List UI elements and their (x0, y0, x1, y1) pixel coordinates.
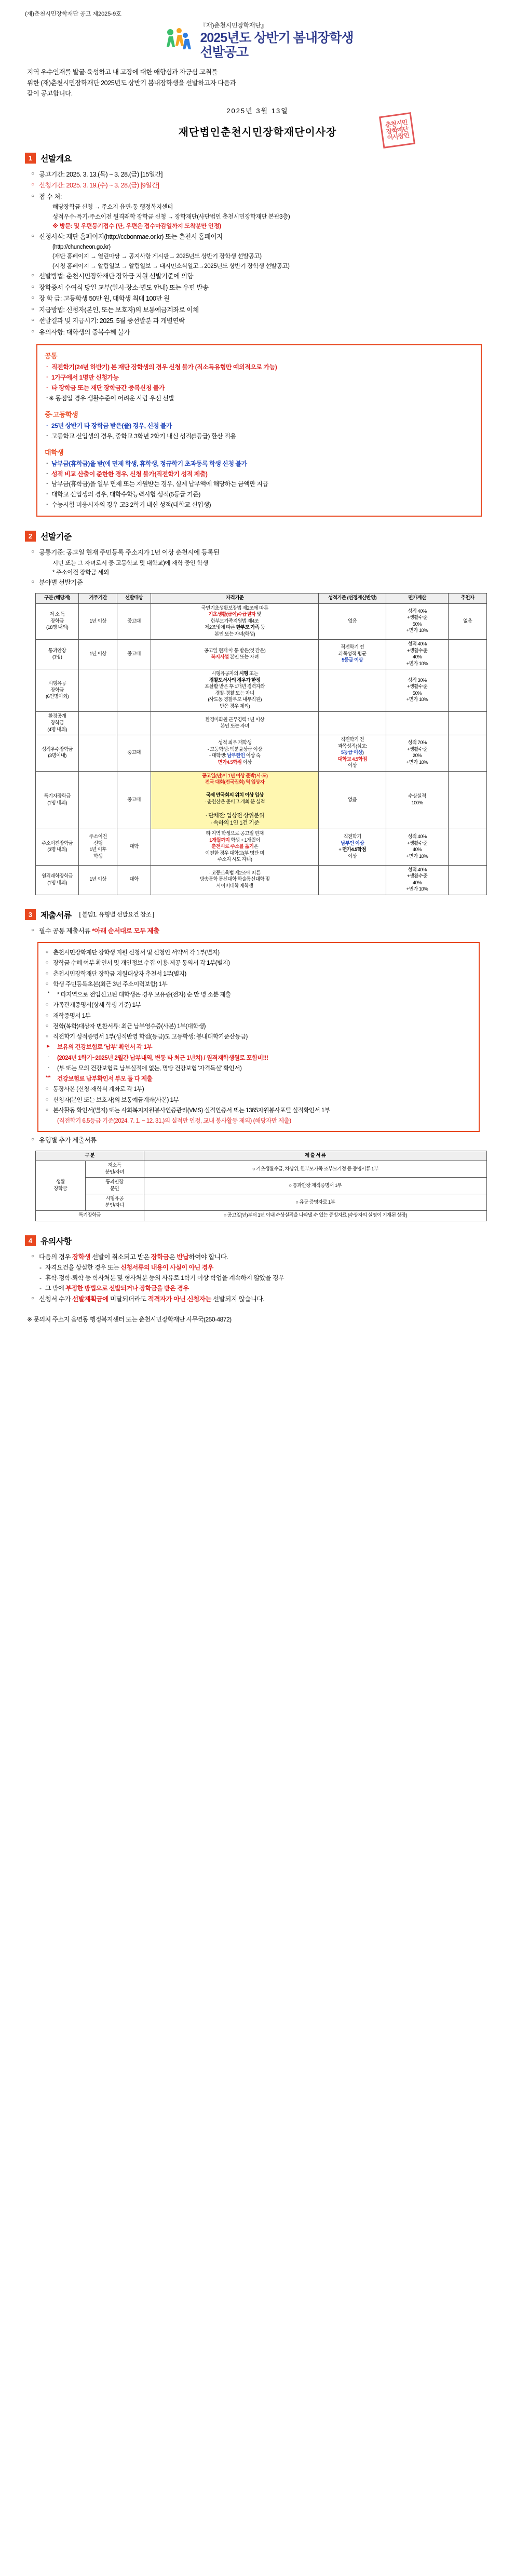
cell-category: 특기자장학금 (1명 내외) (36, 771, 79, 829)
section-1-title: 선발개요 (40, 154, 72, 164)
table-row (36, 829, 487, 865)
cell-documents: ○ 통과안장 재직증명서 1부 (144, 1178, 486, 1194)
result-announce: ○ 선발결과 및 지급시기: 2025. 5월 중선발분 과 개별연락 (31, 316, 491, 327)
table-row (36, 640, 487, 669)
cell-target: 중고대 (117, 735, 151, 772)
issuing-organization (24, 118, 491, 142)
cell-recommender (449, 771, 487, 829)
cell-documents: ○ 유공 증명자료 1부 (144, 1194, 486, 1211)
cell-evaluation: 성적 40% +생활수준 40% +면가 10% (386, 640, 448, 669)
intro-paragraph (27, 67, 488, 99)
cell-residency: 주소이전 선행 1년 이후 학생 (79, 829, 117, 865)
header-subtitle: 『재)춘천시민장학재단』 (200, 22, 267, 29)
table-row (36, 603, 487, 640)
cell-recommender (449, 669, 487, 712)
doc-item: ○ 직전학기 성적증명서 1부(성적반영 학점(등급)도 고등학생: 봉내대학기준산등급) (46, 1032, 471, 1042)
section-2-number: 2 (25, 531, 36, 542)
intro-line-2: 위한 (재)춘천시민장학재단 2025년도 상반기 봄내장학생을 선발하고자 다음과 (27, 79, 236, 87)
doc-item: ○ 통장사본 (신청·재학식 계좌로 각 1부) (46, 1084, 471, 1095)
foundation-homepage-path: (재단 홈페이지 → 열린마당 → 공지사항 게시판→ 2025년도 상반기 장학생 선발공고) (52, 253, 262, 260)
contact-footer: ※ 문의처 주소지 읍면동 행정복지센터 또는 춘천시민장학재단 사무국(250-4872) (27, 1315, 232, 1323)
cell-target: 대학 (117, 829, 151, 865)
precaution-sub-item: - 그 밖에 부정한 방법으로 선발되거나 장학금을 받은 경우 (38, 1284, 491, 1294)
receipt-place-label: 접 수 처: (39, 193, 62, 200)
common-restriction-title: 공통 (45, 352, 58, 360)
certificate-delivery: ○ 장학증서 수여식 당일 교부(일시·장소·별도 안내) 또는 우편 발송 (31, 282, 491, 294)
section-1-list (24, 169, 491, 338)
additional-documents-table (35, 1151, 487, 1221)
section-3-note: [ 붙임1. 유형별 선발요건 참조 ] (79, 912, 154, 919)
document-header (24, 21, 491, 60)
required-docs-label (31, 926, 491, 937)
criteria-table-body (36, 603, 487, 895)
common-restriction-list (45, 362, 473, 404)
required-documents-list (46, 948, 471, 1126)
cell-grade: 직전학기 남부인 이상 + 면가4.5학점 이상 (319, 829, 386, 865)
doc-note: *** 건강보험료 납부확인서 부모 둘 다 제출 (46, 1074, 471, 1084)
field-criteria-label: ○ 분야별 선발기준 (31, 577, 491, 589)
selection-criteria-table (35, 593, 487, 895)
cell-category: 통과안장 (1명) (36, 640, 79, 669)
common-restriction-item: · 타 장학금 또는 재단 장학금간 중복신청 불가 (45, 383, 473, 394)
cell-category: 성적우수장학금 (3명이내) (36, 735, 79, 772)
table-header-row (36, 1151, 487, 1161)
cell-residency (79, 735, 117, 772)
section-3-number: 3 (25, 909, 36, 920)
doc-item: ○ 신청자(본인 또는 보호자)의 보통예금계좌(사본) 1부 (46, 1095, 471, 1105)
cell-recommender (449, 735, 487, 772)
cell-grade: 직전학기 전 과목성적(심고: 5등급 이상) 대학교 4.5학점 이상 (319, 735, 386, 772)
cell-evaluation: 성적 30% +생활수준 50% +면가 10% (386, 669, 448, 712)
type-docs-label: ○ 유형별 추가 제출서류 (31, 1135, 491, 1147)
th-target: 선발대상 (117, 593, 151, 603)
cell-residency (79, 669, 117, 712)
cell-evaluation: 수상실적 100% (386, 771, 448, 829)
middle-high-list (45, 421, 473, 442)
cell-qualification: 환경미화원 근무경력 1년 이상 본인 또는 자녀 (151, 712, 319, 735)
th-category: 구분 (해당계) (36, 593, 79, 603)
table-row (36, 865, 487, 895)
receipt-place-line2: 성적우수·특기·주소이전 원격래학 장학금 신청 → 장학재단(사단법인 춘천시민장학재단 본관3층) (52, 213, 290, 220)
th-documents: 제 출 서 류 (144, 1151, 486, 1161)
doc-item: ○ 춘천시민장학재단 장학생 지원 신청서 및 신청인 서약서 각 1부(별지) (46, 948, 471, 958)
cell-subgroup: 저소득 분인/자녀 (85, 1161, 144, 1178)
cell-qualification: 공고일 현재 아 통 받은(것 같은) 복지시설 본인 또는 자녀 (151, 640, 319, 669)
issue-date: 2025년 3월 13일 (226, 106, 289, 115)
cell-qualification: 국민기초생활보장법 제2조에 따른 기초생활(급여)수급권자 및 한부모가족지원법 제4조 제2조및에 따른 한부모 가족 등 본인 또는 자녀(학생) (151, 603, 319, 640)
doc-item: ○ 학생 주민등록초본(최근 3년 주소이력보함) 1부 (46, 979, 471, 990)
precaution-item: ○ 유의사항: 대학생의 중복수혜 불가 (31, 327, 491, 339)
cell-category: 주소이전장학금 (3명 내외) (36, 829, 79, 865)
cell-group: 생활 장학금 (36, 1161, 86, 1211)
section-4-list (24, 1252, 491, 1263)
doc-note: - (부 또는 모의 건강보험료 납부실적에 없는, 명당 건강보험 '자격득실' 확인서) (46, 1063, 471, 1074)
th-type: 구 분 (36, 1151, 144, 1161)
cell-qualification: 공고일(년)이 1년 이상 준박(시·도) 전국 대회(전국권회) 역 입상자 국제 만국회의 위치 이상 입상 - 춘천산은 준비고 개최 분 실적 · 단체전: 입상전 상위분위 · 속하의 1인 1건 기준 (151, 771, 319, 829)
section-3-type-list (24, 1135, 491, 1147)
cell-qualification: · 고등교육법 제2조에 따른 방송통학 통신대학 학술통신대학 및 사이버대학 재학생 (151, 865, 319, 895)
doc-item: ○ 전학(복학)대상자 변환서류: 최근 납부영수증(사본) 1부(대학생) (46, 1021, 471, 1032)
cell-target: 중고대 (117, 771, 151, 829)
selection-method: ○ 선발방법: 춘천시민장학재단 장학금 지원 선발기준에 의함 (31, 271, 491, 282)
cell-target: 중고대 (117, 640, 151, 669)
common-restriction-item: · 직전학기(24년 하반기) 본 재단 장학생의 경우 신청 불가 (직소득유형만 예외적으로 가능) (45, 362, 473, 373)
university-item: · 남부금(휴학금)을 일부 면제 또는 지원받는 경우, 실제 납부액에 해당하는 금액만 지급 (45, 479, 473, 490)
cell-grade: 없음 (319, 771, 386, 829)
cell-category: 시형유공 장학금 (6인명이외) (36, 669, 79, 712)
table-row (36, 1194, 487, 1211)
common-criteria-line2: 시민 또는 그 자녀로서 중·고등학교 및 대학교)에 재학 중인 학생 (52, 560, 208, 567)
cell-evaluation: 성적 40% +생활수준 40% +면가 10% (386, 829, 448, 865)
cell-grade (319, 712, 386, 735)
city-homepage-path: (시청 홈페이지 → 알림일보 → 알림일보 → 대시민소식일고→2025년도 상반기 장학생 선발공고) (52, 263, 290, 269)
common-criteria (31, 547, 491, 577)
table-row (36, 1211, 487, 1221)
section-1-heading (25, 152, 491, 164)
university-list (45, 459, 473, 511)
required-docs-emphasis: *아래 순서대로 모두 제출 (92, 927, 159, 935)
university-item: · 대학교 신입생의 경우, 대학수학능력시험 성적(5등급 기준) (45, 490, 473, 500)
cell-evaluation: 성적 40% +생활수준 40% +면가 10% (386, 865, 448, 895)
precaution-sub-item: - 자격요건을 상실한 경우 또는 신청서류의 내용이 사실이 아닌 경우 (38, 1263, 491, 1273)
cell-qualification: 시형유공자의 시형 또는 경찰도서사의 경우가 한정 포살활 받은 후 1개년 경력자와 경찰·경찰 또는 자녀 (사도동 경찰부모 내부직원) 반은 경우 제외) (151, 669, 319, 712)
cell-grade (319, 669, 386, 712)
additional-table-body (36, 1161, 487, 1221)
doc-item: ○ 장학금 수혜 여부 확인서 및 개인정보 수집·이용·제공 동의서 각 1부(별지) (46, 958, 471, 968)
cell-group: 특기장학금 (36, 1211, 144, 1221)
doc-note-highlight: ▶ 보유의 건강보험료 '납부' 확인서 각 1부 (46, 1042, 471, 1053)
cell-qualification: 성적 최우 재학생 - 고등학생: 백분율상급 이상 - 대학생: 남부한인 이상 숙 면가4.5학점 이상 (151, 735, 319, 772)
receipt-place (31, 192, 491, 232)
cell-residency: 1년 이상 (79, 865, 117, 895)
cell-evaluation (386, 712, 448, 735)
middle-high-item: · 고등학교 신입생의 경우, 중학교 3학년 2학기 내신 성적(5등급) 환산 적용 (45, 431, 473, 442)
university-title: 대학생 (45, 448, 64, 456)
notice-period: ○ 공고기간: 2025. 3. 13.(목) ~ 3. 28.(금) [15일간] (31, 169, 491, 181)
table-row (36, 669, 487, 712)
common-criteria-line1: 공통기준: 공고일 현재 주민등록 주소지가 1년 이상 춘천시에 등록된 (39, 549, 220, 557)
section-2-title: 선발기준 (40, 533, 72, 542)
table-row (36, 735, 487, 772)
payment-method: ○ 지급방법: 신청자(본인, 또는 보호자)의 보통예금계좌로 이체 (31, 305, 491, 316)
doc-note: - (2024년 1학기~2025년 2월간 납부내역, 변동 타 최근 1년치) / 원격재학생원로 포함비!!! (46, 1053, 471, 1063)
section-4-number: 4 (25, 1235, 36, 1246)
application-form-label: 신청서식: 재단 홈페이지(http://ccbonmae.or.kr) 또는 춘천시 홈페이지 (39, 233, 223, 240)
section-3-title: 제출서류 (40, 911, 72, 920)
middle-high-item: · 25년 상반기 타 장학금 받은(줄) 경우, 신청 불가 (45, 421, 473, 431)
th-recommender: 추천자 (449, 593, 487, 603)
cell-evaluation: 성적 70% +생활수준 20% +면가 10% (386, 735, 448, 772)
foundation-logo-icon (161, 26, 193, 55)
intro-line-1: 지역 우수인재를 발굴·육성하고 내 고장에 대한 애향심과 자긍심 고취를 (27, 69, 218, 76)
cell-recommender (449, 640, 487, 669)
section-4-heading (25, 1235, 491, 1247)
receipt-place-line1: 해당장학금 신청 → 주소지 읍면·동 행정복지센터 (52, 204, 173, 211)
scholarship-amount: ○ 장 학 금: 고등학생 50만 원, 대학생 최대 100만 원 (31, 293, 491, 305)
eligibility-restriction-box (36, 344, 482, 517)
cell-recommender: 없음 (449, 603, 487, 640)
required-docs-title: 필수 공통 제출서류 (39, 927, 91, 935)
university-item: · 수능시험 미응시자의 경우 고3 2학기 내신 성적(대학교 신입생) (45, 500, 473, 510)
section-3-heading (25, 909, 491, 921)
intro-line-3: 같이 공고합니다. (27, 90, 73, 98)
cell-residency (79, 712, 117, 735)
cell-category: 저 소 득 장학금 (18명 내외) (36, 603, 79, 640)
precaution-final: ○ 신청서 수가 선발계획금에 미달되더라도 적격자가 아닌 신청자는 선발되지 않습니다. (31, 1294, 491, 1305)
application-form-source (31, 232, 491, 272)
university-item: · 성적 비교 산출이 준한한 경우, 신청 불가(직전학기 성적 제출) (45, 469, 473, 480)
application-period: ○ 신청기간: 2025. 3. 19.(수) ~ 3. 28.(금) [9일간] (31, 180, 491, 192)
section-2-list (24, 547, 491, 589)
cell-qualification: 타 지역 학생으로 공고일 현재 1개월까지 학생 + 1개월이 춘천시로 주소를 옮기온 이전한 경우 대학교(부 명단 미 주소지 시도 자녀) (151, 829, 319, 865)
cell-category: 원격래학장학금 (1명 내외) (36, 865, 79, 895)
section-4-title: 유의사항 (40, 1237, 72, 1246)
cell-target (117, 712, 151, 735)
doc-item: ○ 본사활동 확인서(별지) 또는 사회복지자원봉사인증관리(VMS) 실적인증서 또는 1365자원봉사포털 실적확인서 1부 (46, 1105, 471, 1116)
cell-evaluation: 성적 40% +생활수준 50% +면가 10% (386, 603, 448, 640)
th-qualification: 자격기준 (151, 593, 319, 603)
common-restriction-item: · 1가구에서 1명만 신청가능 (45, 373, 473, 383)
table-row (36, 1178, 487, 1194)
cell-grade: 없음 (319, 603, 386, 640)
section-3-list (24, 926, 491, 937)
header-title-line1: 2025년도 상반기 봄내장학생 (200, 31, 354, 45)
header-title-line2: 선발공고 (200, 45, 249, 60)
receipt-place-line3: ※ 방문: 및 우편등기접수 (단, 우편은 접수마감일까지 도착분만 인정) (52, 223, 221, 230)
section-2-heading (25, 530, 491, 542)
cell-residency: 1년 이상 (79, 603, 117, 640)
official-seal-stamp: 춘천시민장학재단이사장인 (379, 112, 415, 149)
cell-subgroup: 시형유공 분인/자녀 (85, 1194, 144, 1211)
common-criteria-note: * 주소이전 장학금 세외 (52, 570, 109, 576)
cell-category: 환경공개 장학금 (4명 내외) (36, 712, 79, 735)
cell-target (117, 669, 151, 712)
table-header-row (36, 593, 487, 603)
middle-high-title: 중·고등학생 (45, 410, 78, 419)
doc-reference-number: (재)춘천시민장학재단 공고 제2025-9호 (25, 11, 121, 17)
precaution-sub-list (32, 1263, 491, 1294)
section-4-list-2 (24, 1294, 491, 1305)
university-item: · 남부금(휴학금)을 받(에 면제 학생, 휴학생, 정규학기 초과동록 학생 신청 불가 (45, 459, 473, 469)
table-row (36, 712, 487, 735)
cell-recommender (449, 712, 487, 735)
cell-target: 대학 (117, 865, 151, 895)
required-documents-box (37, 942, 480, 1132)
cell-recommender (449, 829, 487, 865)
cell-target: 중고대 (117, 603, 151, 640)
doc-item: ○ 가족관계증명서(상세 학생 기준) 1부 (46, 1000, 471, 1010)
th-evaluation: 면가계산 (386, 593, 448, 603)
organization-name: 재단법인춘천시민장학재단이사장 (178, 126, 337, 138)
cell-grade: 직전학기 전 과목성적 평균 5등급 이상 (319, 640, 386, 669)
cell-residency: 1년 이상 (79, 640, 117, 669)
cell-recommender (449, 865, 487, 895)
common-restriction-note: · ※ 동점일 경우 생활수준이 어려운 사람 우선 선발 (45, 394, 473, 404)
table-row (36, 771, 487, 829)
doc-item: ○ 춘천시민장학재단 장학금 지원대상자 추천서 1부(별지) (46, 969, 471, 979)
doc-item: ○ 재학증명서 1부 (46, 1011, 471, 1021)
cell-subgroup: 통과안장 분인 (85, 1178, 144, 1194)
doc-note: * * 타지역으로 전입신고된 대학생은 경우 보유증(전자) 순 만 명 소분 제출 (46, 990, 471, 1000)
cell-documents: ○ 기초생활수급, 차상위, 한부모가족 조부모기정 등 증명서류 1부 (144, 1161, 486, 1178)
table-row (36, 1161, 487, 1178)
doc-note: (직전학기 6.5등급 기준(2024. 7. 1. ~ 12. 31.)의 실적만 인정, 교내 봉사활동 제외) (해당자만 제출) (57, 1118, 291, 1124)
city-homepage-url: (http://chuncheon.go.kr) (52, 244, 111, 251)
cell-grade (319, 865, 386, 895)
section-1-number: 1 (25, 153, 36, 164)
th-residency: 거주기간 (79, 593, 117, 603)
th-grade: 성적기준 (선정계산반영) (319, 593, 386, 603)
cell-residency (79, 771, 117, 829)
cell-documents: ○ 공고일(년)부터 1년 이내 수상실적을 나타낼 수 있는 증빙자료 (수상자의 실명이 기재된 상장) (144, 1211, 486, 1221)
precaution-main: ○ 다음의 경우 장학생 선발이 취소되고 받은 장학금은 반납하여야 합니다. (31, 1252, 491, 1263)
precaution-sub-item: - 휴학·정학·퇴학 등 학사처분 및 형사처분 등의 사유로 1학기 이상 학업을 계속하지 않았을 경우 (38, 1273, 491, 1284)
